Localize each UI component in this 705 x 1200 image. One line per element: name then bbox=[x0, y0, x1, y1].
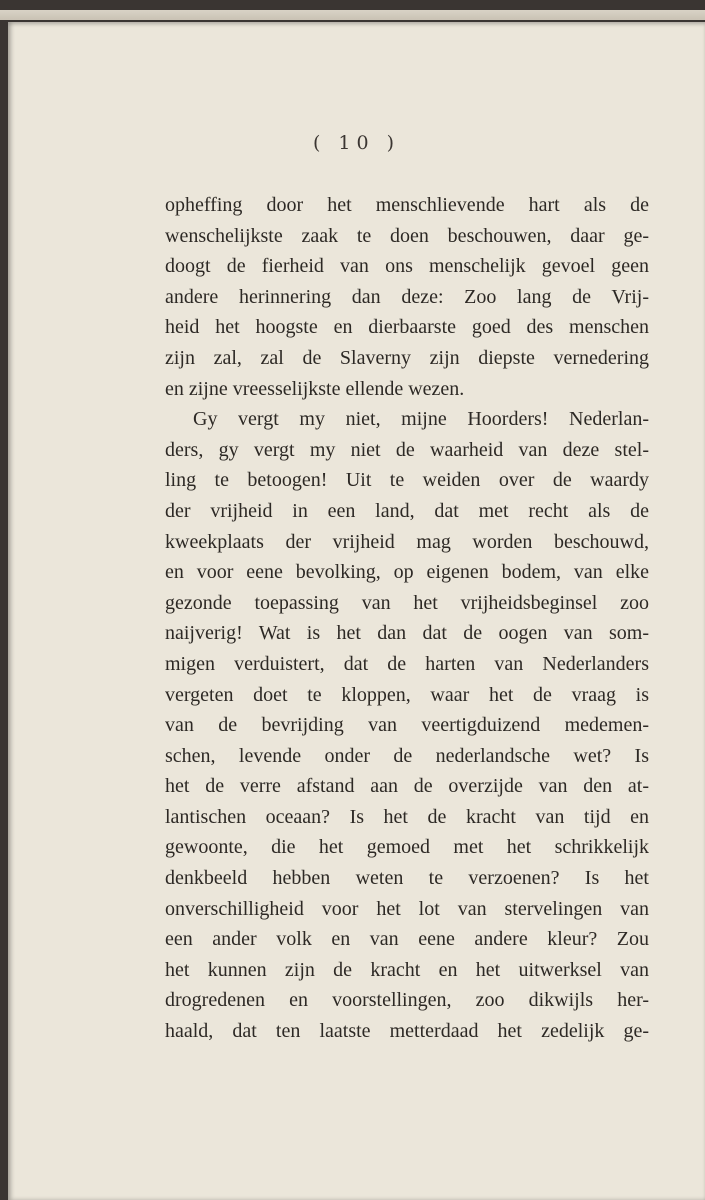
page-number: ( 10 ) bbox=[312, 132, 401, 154]
text-line: het de verre afstand aan de overzijde van den at- bbox=[165, 775, 649, 798]
text-line: gewoonte, die het gemoed met het schrikkelijk bbox=[165, 836, 649, 859]
text-line: lantischen oceaan? Is het de kracht van tijd en bbox=[165, 805, 649, 828]
text-line: ling te betoogen! Uit te weiden over de waardy bbox=[165, 469, 649, 492]
text-line: wenschelijkste zaak te doen beschouwen, daar ge- bbox=[165, 224, 649, 247]
text-line: onverschilligheid voor het lot van stervelingen van bbox=[165, 897, 649, 920]
text-line: migen verduistert, dat de harten van Nederlanders bbox=[165, 652, 649, 675]
text-line: en zijne vreesselijkste ellende wezen. bbox=[165, 377, 465, 400]
text-line: schen, levende onder de nederlandsche wet? Is bbox=[165, 744, 649, 767]
text-line: zijn zal, zal de Slaverny zijn diepste vernedering bbox=[165, 346, 649, 369]
text-line: van de bevrijding van veertigduizend medemen- bbox=[165, 714, 649, 737]
book-page bbox=[8, 22, 705, 1200]
body-text bbox=[165, 190, 649, 1047]
text-line: andere herinnering dan deze: Zoo lang de Vrij- bbox=[165, 285, 649, 308]
text-line: denkbeeld hebben weten te verzoenen? Is het bbox=[165, 867, 649, 890]
text-line: heid het hoogste en dierbaarste goed des menschen bbox=[165, 316, 649, 339]
text-line: ders, gy vergt my niet de waarheid van deze stel- bbox=[165, 438, 649, 461]
text-line: en voor eene bevolking, op eigenen bodem, van elke bbox=[165, 561, 649, 584]
text-line: drogredenen en voorstellingen, zoo dikwijls her- bbox=[165, 989, 649, 1012]
text-line: het kunnen zijn de kracht en het uitwerksel van bbox=[165, 958, 649, 981]
text-line: vergeten doet te kloppen, waar het de vraag is bbox=[165, 683, 649, 706]
text-line: der vrijheid in een land, dat met recht als de bbox=[165, 499, 649, 522]
text-line: Gy vergt my niet, mijne Hoorders! Nederlan- bbox=[193, 408, 649, 431]
text-line: naijverig! Wat is het dan dat de oogen van som- bbox=[165, 622, 649, 645]
text-line: een ander volk en van eene andere kleur? Zou bbox=[165, 928, 649, 951]
text-line: kweekplaats der vrijheid mag worden beschouwd, bbox=[165, 530, 649, 553]
text-line: doogt de fierheid van ons menschelijk gevoel geen bbox=[165, 255, 649, 278]
text-line: haald, dat ten laatste metterdaad het zedelijk ge- bbox=[165, 1020, 649, 1043]
page-edge bbox=[0, 10, 705, 20]
text-line: opheffing door het menschlievende hart als de bbox=[165, 194, 649, 216]
text-line: gezonde toepassing van het vrijheidsbeginsel zoo bbox=[165, 591, 649, 614]
